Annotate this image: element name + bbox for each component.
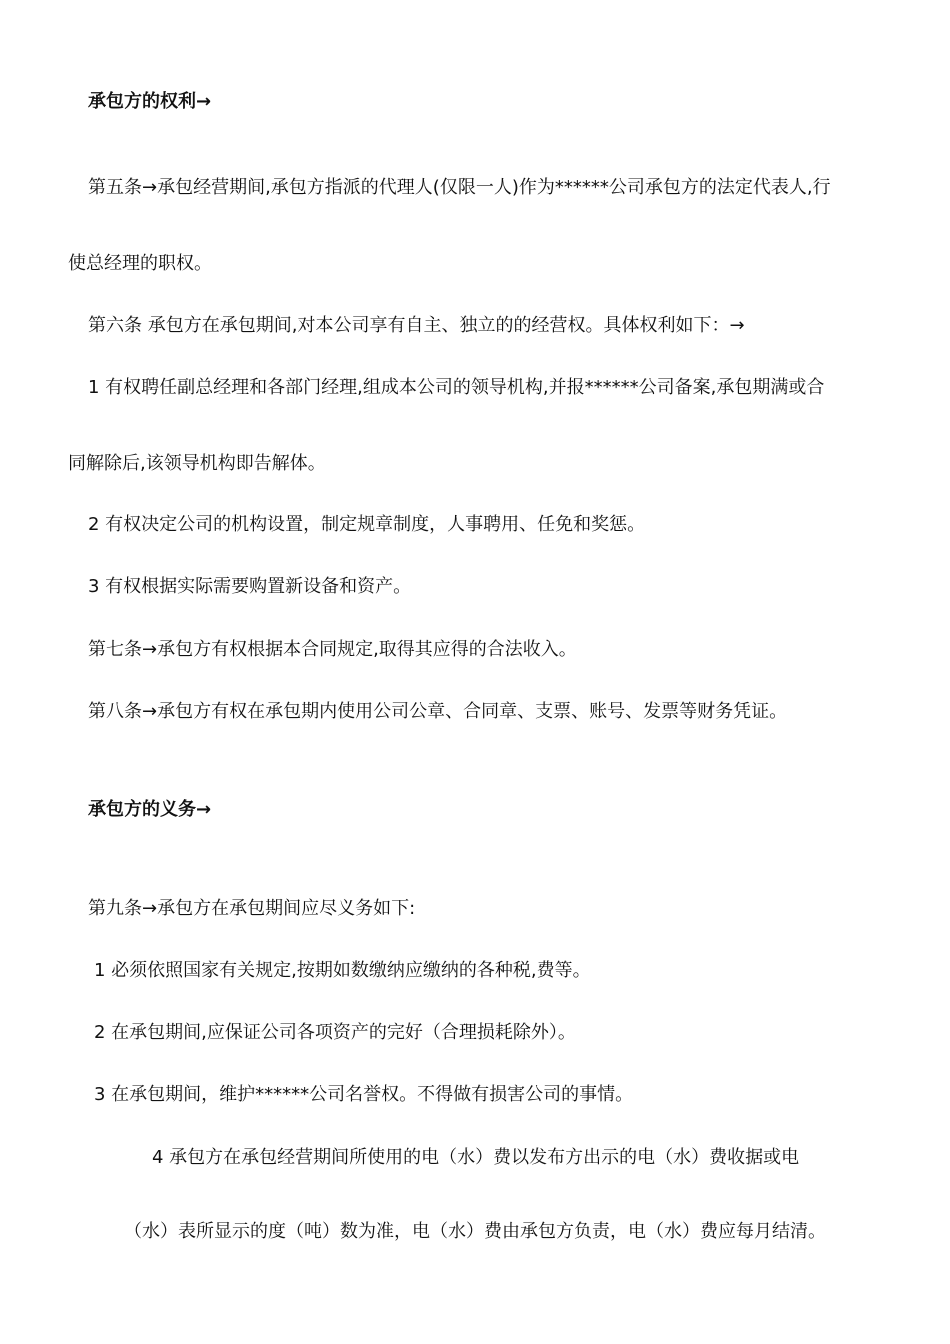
section-heading-rights: 承包方的权利→ (88, 91, 212, 112)
article-7: 第七条→承包方有权根据本合同规定,取得其应得的合法收入。 (88, 639, 577, 660)
article-8: 第八条→承包方有权在承包期内使用公司公章、合同章、支票、账号、发票等财务凭证。 (88, 701, 788, 722)
article-9: 第九条→承包方在承包期间应尽义务如下: (88, 898, 416, 919)
article-5-line-1: 第五条→承包经营期间,承包方指派的代理人(仅限一人)作为******公司承包方的法定代表人,行 (88, 177, 831, 198)
article-6: 第六条 承包方在承包期间,对本公司享有自主、独立的的经营权。具体权利如下：→ (88, 315, 745, 336)
obligations-item-4-line-2: （水）表所显示的度（吨）数为准，电（水）费由承包方负责，电（水）费应每月结清。 (124, 1221, 826, 1242)
obligations-item-4-line-1: 4 承包方在承包经营期间所使用的电（水）费以发布方出示的电（水）费收据或电 (152, 1147, 800, 1168)
article-5-line-2: 使总经理的职权。 (68, 253, 212, 274)
obligations-item-1: 1 必须依照国家有关规定,按期如数缴纳应缴纳的各种税,费等。 (94, 960, 591, 981)
rights-item-1-line-1: 1 有权聘任副总经理和各部门经理,组成本公司的领导机构,并报******公司备案,承包期满或合 (88, 377, 825, 398)
rights-item-1-line-2: 同解除后,该领导机构即告解体。 (68, 453, 326, 474)
obligations-item-3: 3 在承包期间，维护******公司名誉权。不得做有损害公司的事情。 (94, 1084, 634, 1105)
rights-item-2: 2 有权决定公司的机构设置，制定规章制度，人事聘用、任免和奖惩。 (88, 514, 646, 535)
obligations-item-2: 2 在承包期间,应保证公司各项资产的完好（合理损耗除外）。 (94, 1022, 576, 1043)
section-heading-obligations: 承包方的义务→ (88, 799, 212, 820)
rights-item-3: 3 有权根据实际需要购置新设备和资产。 (88, 576, 412, 597)
